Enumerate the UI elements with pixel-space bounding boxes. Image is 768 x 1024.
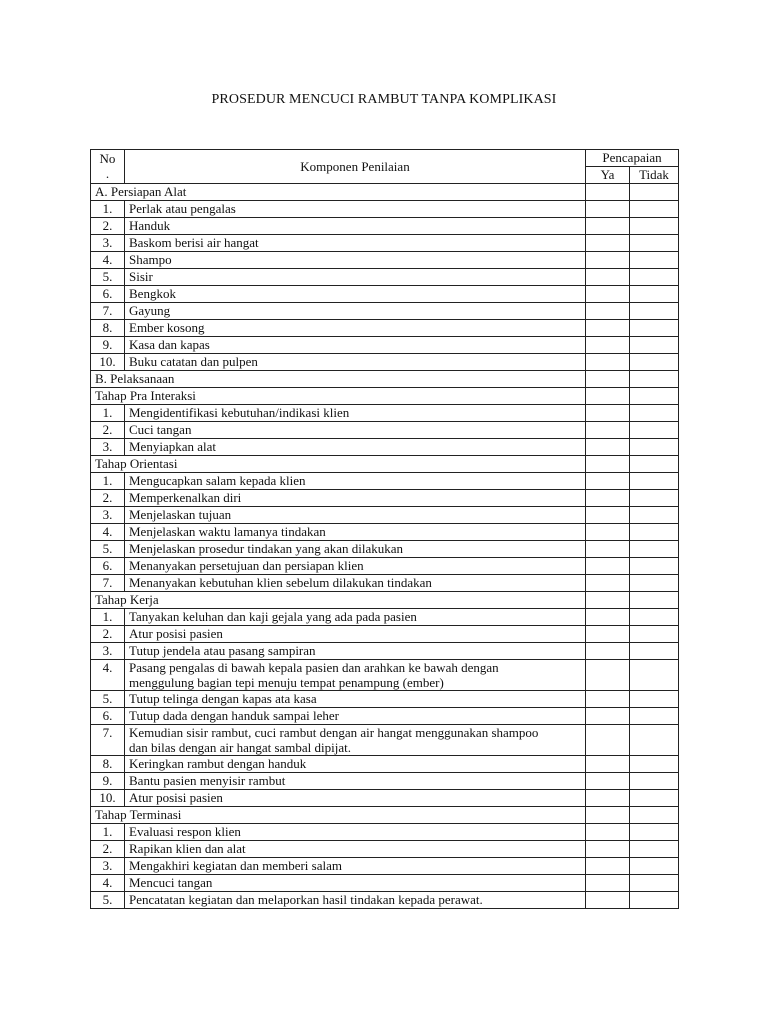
item-text: Menjelaskan waktu lamanya tindakan — [125, 524, 586, 541]
no-checkbox-cell[interactable] — [630, 524, 679, 541]
item-text-line: dan bilas dengan air hangat sambal dipijat. — [129, 740, 352, 755]
item-text: Cuci tangan — [125, 422, 586, 439]
no-cell — [630, 184, 679, 201]
no-checkbox-cell[interactable] — [630, 773, 679, 790]
no-cell — [630, 807, 679, 824]
table-body — [91, 184, 679, 909]
yes-checkbox-cell[interactable] — [586, 473, 630, 490]
no-checkbox-cell[interactable] — [630, 473, 679, 490]
table-row — [91, 201, 679, 218]
yes-cell — [586, 456, 630, 473]
header-no — [91, 150, 125, 184]
item-text: Tutup jendela atau pasang sampiran — [125, 643, 586, 660]
yes-checkbox-cell[interactable] — [586, 841, 630, 858]
item-number: 1. — [91, 473, 125, 490]
table-row — [91, 875, 679, 892]
section-row — [91, 388, 679, 405]
item-number: 4. — [91, 524, 125, 541]
section-heading: Tahap Orientasi — [91, 456, 586, 473]
yes-checkbox-cell[interactable] — [586, 660, 630, 691]
item-number: 4. — [91, 875, 125, 892]
yes-checkbox-cell[interactable] — [586, 354, 630, 371]
yes-checkbox-cell[interactable] — [586, 790, 630, 807]
table-row — [91, 252, 679, 269]
yes-cell — [586, 807, 630, 824]
table-row — [91, 541, 679, 558]
item-number: 2. — [91, 626, 125, 643]
table-row — [91, 841, 679, 858]
item-number: 5. — [91, 691, 125, 708]
item-number: 6. — [91, 286, 125, 303]
section-row — [91, 592, 679, 609]
header-no-col: Tidak — [630, 167, 679, 184]
item-text: Menanyakan persetujuan dan persiapan klien — [125, 558, 586, 575]
item-text: Pencatatan kegiatan dan melaporkan hasil tindakan kepada perawat. — [125, 892, 586, 909]
item-text: Baskom berisi air hangat — [125, 235, 586, 252]
no-checkbox-cell[interactable] — [630, 558, 679, 575]
table-row — [91, 756, 679, 773]
item-text-line: Pasang pengalas di bawah kepala pasien dan arahkan ke bawah dengan — [129, 660, 499, 675]
item-number: 4. — [91, 252, 125, 269]
item-number: 3. — [91, 235, 125, 252]
table-header-row — [91, 150, 679, 167]
no-cell — [630, 388, 679, 405]
section-heading: Tahap Terminasi — [91, 807, 586, 824]
yes-checkbox-cell[interactable] — [586, 541, 630, 558]
yes-checkbox-cell[interactable] — [586, 405, 630, 422]
yes-checkbox-cell[interactable] — [586, 201, 630, 218]
no-checkbox-cell[interactable] — [630, 643, 679, 660]
no-checkbox-cell[interactable] — [630, 725, 679, 756]
item-text: Shampo — [125, 252, 586, 269]
no-checkbox-cell[interactable] — [630, 337, 679, 354]
table-row — [91, 575, 679, 592]
no-checkbox-cell[interactable] — [630, 405, 679, 422]
table-row — [91, 892, 679, 909]
table-row — [91, 626, 679, 643]
yes-checkbox-cell[interactable] — [586, 524, 630, 541]
yes-checkbox-cell[interactable] — [586, 507, 630, 524]
item-number: 10. — [91, 354, 125, 371]
item-text: Keringkan rambut dengan handuk — [125, 756, 586, 773]
assessment-table — [90, 149, 679, 909]
item-number: 5. — [91, 892, 125, 909]
no-checkbox-cell[interactable] — [630, 541, 679, 558]
yes-checkbox-cell[interactable] — [586, 558, 630, 575]
yes-checkbox-cell[interactable] — [586, 643, 630, 660]
table-row — [91, 708, 679, 725]
item-text: Ember kosong — [125, 320, 586, 337]
item-text — [125, 725, 586, 756]
item-number: 3. — [91, 507, 125, 524]
no-checkbox-cell[interactable] — [630, 303, 679, 320]
yes-checkbox-cell[interactable] — [586, 725, 630, 756]
yes-checkbox-cell[interactable] — [586, 626, 630, 643]
section-row — [91, 456, 679, 473]
no-checkbox-cell[interactable] — [630, 235, 679, 252]
item-text: Kasa dan kapas — [125, 337, 586, 354]
table-row — [91, 354, 679, 371]
item-text: Menyiapkan alat — [125, 439, 586, 456]
table-row — [91, 218, 679, 235]
yes-checkbox-cell[interactable] — [586, 609, 630, 626]
header-yes: Ya — [586, 167, 630, 184]
item-number: 6. — [91, 558, 125, 575]
no-cell — [630, 371, 679, 388]
no-checkbox-cell[interactable] — [630, 575, 679, 592]
item-number: 9. — [91, 337, 125, 354]
no-checkbox-cell[interactable] — [630, 320, 679, 337]
item-text: Menjelaskan prosedur tindakan yang akan dilakukan — [125, 541, 586, 558]
table-row — [91, 320, 679, 337]
item-text: Bantu pasien menyisir rambut — [125, 773, 586, 790]
item-number: 10. — [91, 790, 125, 807]
section-heading: Tahap Pra Interaksi — [91, 388, 586, 405]
yes-cell — [586, 184, 630, 201]
no-checkbox-cell[interactable] — [630, 708, 679, 725]
table-row — [91, 660, 679, 691]
yes-checkbox-cell[interactable] — [586, 892, 630, 909]
no-checkbox-cell[interactable] — [630, 756, 679, 773]
table-row — [91, 824, 679, 841]
no-checkbox-cell[interactable] — [630, 252, 679, 269]
no-checkbox-cell[interactable] — [630, 790, 679, 807]
item-number: 2. — [91, 422, 125, 439]
table-row — [91, 490, 679, 507]
yes-checkbox-cell[interactable] — [586, 252, 630, 269]
no-checkbox-cell[interactable] — [630, 691, 679, 708]
table-row — [91, 558, 679, 575]
table-row — [91, 286, 679, 303]
table-row — [91, 303, 679, 320]
table-row — [91, 643, 679, 660]
item-text: Gayung — [125, 303, 586, 320]
item-text: Mencuci tangan — [125, 875, 586, 892]
table-row — [91, 609, 679, 626]
no-cell — [630, 592, 679, 609]
item-text: Evaluasi respon klien — [125, 824, 586, 841]
header-achievement: Pencapaian — [586, 150, 679, 167]
item-number: 2. — [91, 841, 125, 858]
yes-checkbox-cell[interactable] — [586, 824, 630, 841]
yes-checkbox-cell[interactable] — [586, 691, 630, 708]
section-row — [91, 371, 679, 388]
no-checkbox-cell[interactable] — [630, 626, 679, 643]
no-checkbox-cell[interactable] — [630, 858, 679, 875]
item-number: 9. — [91, 773, 125, 790]
item-number: 1. — [91, 201, 125, 218]
item-text: Mengidentifikasi kebutuhan/indikasi klien — [125, 405, 586, 422]
table-row — [91, 858, 679, 875]
item-number: 3. — [91, 439, 125, 456]
item-number: 7. — [91, 725, 125, 756]
table-row — [91, 725, 679, 756]
yes-checkbox-cell[interactable] — [586, 875, 630, 892]
no-checkbox-cell[interactable] — [630, 892, 679, 909]
item-text-line: Kemudian sisir rambut, cuci rambut dengan air hangat menggunakan shampoo — [129, 725, 539, 740]
item-text: Atur posisi pasien — [125, 790, 586, 807]
no-checkbox-cell[interactable] — [630, 609, 679, 626]
table-row — [91, 439, 679, 456]
yes-checkbox-cell[interactable] — [586, 218, 630, 235]
yes-cell — [586, 371, 630, 388]
item-text: Handuk — [125, 218, 586, 235]
item-text: Memperkenalkan diri — [125, 490, 586, 507]
yes-checkbox-cell[interactable] — [586, 422, 630, 439]
yes-cell — [586, 388, 630, 405]
yes-checkbox-cell[interactable] — [586, 235, 630, 252]
table-row — [91, 422, 679, 439]
item-number: 8. — [91, 756, 125, 773]
item-text: Sisir — [125, 269, 586, 286]
yes-checkbox-cell[interactable] — [586, 303, 630, 320]
item-number: 7. — [91, 575, 125, 592]
yes-cell — [586, 592, 630, 609]
yes-checkbox-cell[interactable] — [586, 320, 630, 337]
no-checkbox-cell[interactable] — [630, 439, 679, 456]
table-row — [91, 773, 679, 790]
table-row — [91, 337, 679, 354]
item-text — [125, 660, 586, 691]
yes-checkbox-cell[interactable] — [586, 773, 630, 790]
item-text: Tutup dada dengan handuk sampai leher — [125, 708, 586, 725]
item-number: 3. — [91, 643, 125, 660]
table-row — [91, 507, 679, 524]
item-text: Mengucapkan salam kepada klien — [125, 473, 586, 490]
item-text: Tanyakan keluhan dan kaji gejala yang ada pada pasien — [125, 609, 586, 626]
no-checkbox-cell[interactable] — [630, 875, 679, 892]
no-checkbox-cell[interactable] — [630, 218, 679, 235]
yes-checkbox-cell[interactable] — [586, 337, 630, 354]
header-no-dot: . — [105, 166, 110, 181]
table-row — [91, 473, 679, 490]
no-checkbox-cell[interactable] — [630, 269, 679, 286]
item-number: 8. — [91, 320, 125, 337]
table-row — [91, 405, 679, 422]
section-row — [91, 807, 679, 824]
table-row — [91, 790, 679, 807]
item-text: Bengkok — [125, 286, 586, 303]
section-heading: A. Persiapan Alat — [91, 184, 586, 201]
item-text: Rapikan klien dan alat — [125, 841, 586, 858]
yes-checkbox-cell[interactable] — [586, 575, 630, 592]
item-number: 7. — [91, 303, 125, 320]
item-number: 1. — [91, 405, 125, 422]
item-text-line: menggulung bagian tepi menuju tempat penampung (ember) — [129, 675, 444, 690]
item-text: Menjelaskan tujuan — [125, 507, 586, 524]
yes-checkbox-cell[interactable] — [586, 756, 630, 773]
no-checkbox-cell[interactable] — [630, 201, 679, 218]
table-row — [91, 235, 679, 252]
item-number: 5. — [91, 269, 125, 286]
item-number: 6. — [91, 708, 125, 725]
section-heading: B. Pelaksanaan — [91, 371, 586, 388]
no-checkbox-cell[interactable] — [630, 841, 679, 858]
header-component: Komponen Penilaian — [125, 150, 586, 184]
no-checkbox-cell[interactable] — [630, 660, 679, 691]
no-checkbox-cell[interactable] — [630, 507, 679, 524]
table-row — [91, 269, 679, 286]
item-number: 1. — [91, 609, 125, 626]
no-checkbox-cell[interactable] — [630, 422, 679, 439]
item-text: Menanyakan kebutuhan klien sebelum dilakukan tindakan — [125, 575, 586, 592]
item-number: 1. — [91, 824, 125, 841]
yes-checkbox-cell[interactable] — [586, 490, 630, 507]
item-text: Tutup telinga dengan kapas ata kasa — [125, 691, 586, 708]
no-checkbox-cell[interactable] — [630, 286, 679, 303]
yes-checkbox-cell[interactable] — [586, 708, 630, 725]
item-text: Mengakhiri kegiatan dan memberi salam — [125, 858, 586, 875]
table-row — [91, 691, 679, 708]
yes-checkbox-cell[interactable] — [586, 439, 630, 456]
item-text: Perlak atau pengalas — [125, 201, 586, 218]
document-title: PROSEDUR MENCUCI RAMBUT TANPA KOMPLIKASI — [211, 92, 557, 107]
no-cell — [630, 456, 679, 473]
section-heading: Tahap Kerja — [91, 592, 586, 609]
item-number: 2. — [91, 218, 125, 235]
item-text: Atur posisi pasien — [125, 626, 586, 643]
section-row — [91, 184, 679, 201]
item-number: 4. — [91, 660, 125, 691]
item-number: 5. — [91, 541, 125, 558]
no-checkbox-cell[interactable] — [630, 354, 679, 371]
item-number: 2. — [91, 490, 125, 507]
table-row — [91, 524, 679, 541]
yes-checkbox-cell[interactable] — [586, 286, 630, 303]
header-no-label: No — [99, 151, 116, 166]
no-checkbox-cell[interactable] — [630, 490, 679, 507]
yes-checkbox-cell[interactable] — [586, 269, 630, 286]
yes-checkbox-cell[interactable] — [586, 858, 630, 875]
item-text: Buku catatan dan pulpen — [125, 354, 586, 371]
item-number: 3. — [91, 858, 125, 875]
no-checkbox-cell[interactable] — [630, 824, 679, 841]
